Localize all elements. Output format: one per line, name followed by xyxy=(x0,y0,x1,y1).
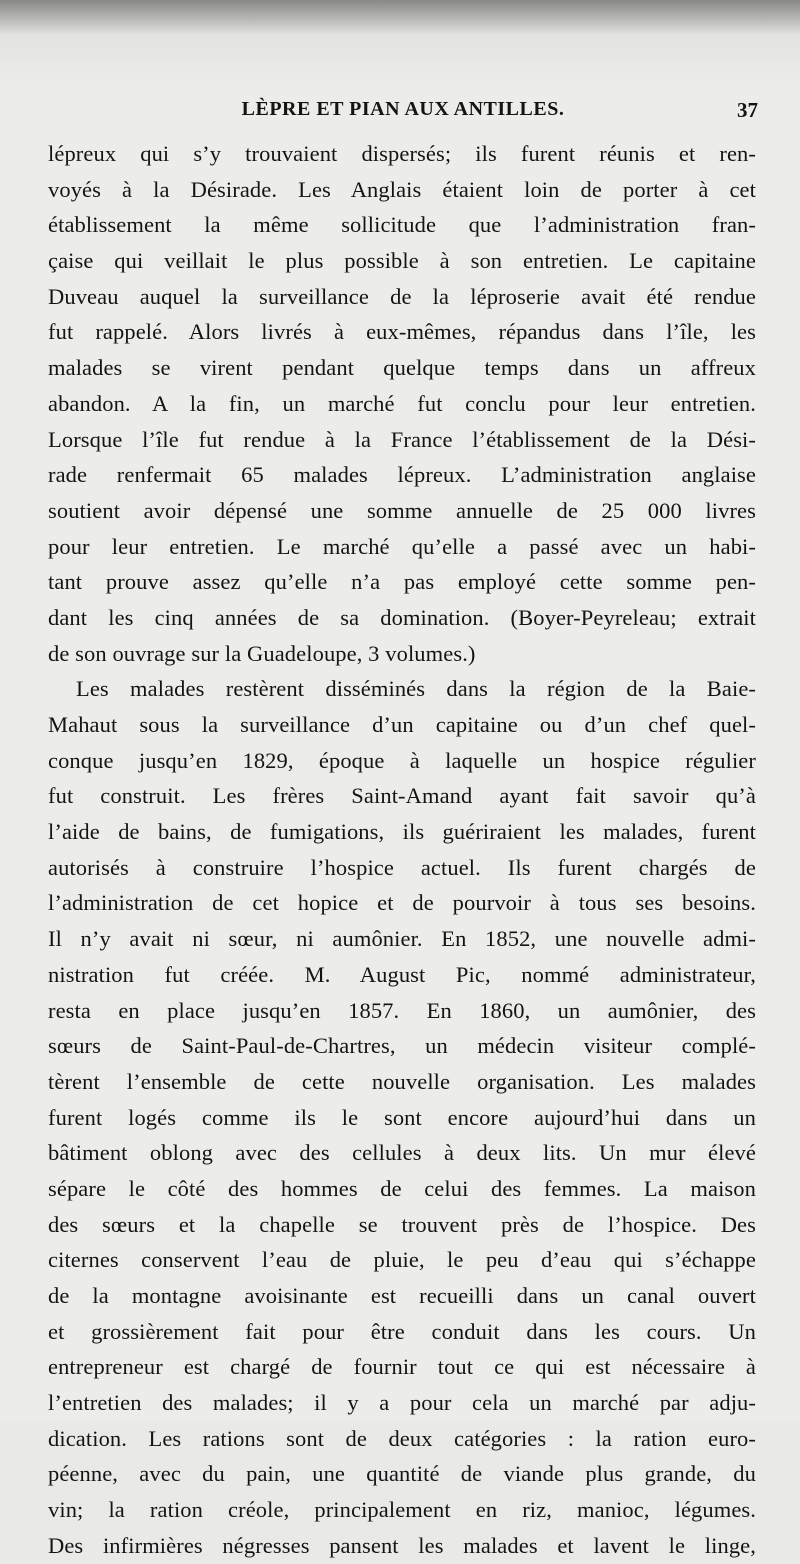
scan-edge-shadow xyxy=(0,0,800,34)
text-line: Mahaut sous la surveillance d’un capitaine ou d’un chef quel- xyxy=(48,712,756,737)
text-line: malades se virent pendant quelque temps dans un affreux xyxy=(48,355,756,381)
text-line: Des infirmières négresses pansent les malades et lavent le linge, xyxy=(48,1532,756,1558)
paragraph-start-line: Les malades restèrent disséminés dans la région de la Baie- xyxy=(76,676,756,702)
text-line: conque jusqu’en 1829, époque à laquelle un hospice régulier xyxy=(48,747,756,773)
text-line: Il n’y avait ni sœur, ni aumônier. En 1852, une nouvelle admi- xyxy=(48,926,756,952)
text-line: soutient avoir dépensé une somme annuelle de 25 000 livres xyxy=(48,497,756,523)
text-line: fut construit. Les frères Saint-Amand ayant fait savoir qu’à xyxy=(48,783,756,809)
text-line: pour leur entretien. Le marché qu’elle a passé avec un habi- xyxy=(48,533,756,559)
text-line: citernes conservent l’eau de pluie, le peu d’eau qui s’échappe xyxy=(48,1247,756,1273)
text-line: autorisés à construire l’hospice actuel. Ils furent chargés de xyxy=(48,854,756,880)
text-line: tèrent l’ensemble de cette nouvelle organisation. Les malades xyxy=(48,1068,756,1094)
text-line: sœurs de Saint-Paul-de-Chartres, un médecin visiteur complé- xyxy=(48,1033,756,1059)
text-line: furent logés comme ils le sont encore aujourd’hui dans un xyxy=(48,1104,756,1130)
page-number: 37 xyxy=(737,98,758,122)
text-line: entrepreneur est chargé de fournir tout ce qui est nécessaire à xyxy=(48,1354,756,1380)
text-line: l’administration de cet hopice et de pourvoir à tous ses besoins. xyxy=(48,890,756,916)
text-line: voyés à la Désirade. Les Anglais étaient loin de porter à cet xyxy=(48,176,756,202)
text-line: péenne, avec du pain, une quantité de viande plus grande, du xyxy=(48,1461,756,1487)
text-line: resta en place jusqu’en 1857. En 1860, un aumônier, des xyxy=(48,997,756,1023)
text-line: lépreux qui s’y trouvaient dispersés; ils furent réunis et ren- xyxy=(48,141,756,166)
text-line: abandon. A la fin, un marché fut conclu pour leur entretien. xyxy=(48,390,756,416)
text-line: de la montagne avoisinante est recueilli dans un canal ouvert xyxy=(48,1283,756,1308)
text-line: dant les cinq années de sa domination. (Boyer-Peyreleau; extrait xyxy=(48,604,756,630)
text-line: et grossièrement fait pour être conduit dans les cours. Un xyxy=(48,1318,756,1344)
text-line: vin; la ration créole, principalement en riz, manioc, légumes. xyxy=(48,1497,756,1523)
text-line: l’entretien des malades; il y a pour cela un marché par adju- xyxy=(48,1390,756,1416)
text-line: l’aide de bains, de fumigations, ils guériraient les malades, furent xyxy=(48,819,756,845)
text-line: Duveau auquel la surveillance de la léproserie avait été rendue xyxy=(48,283,756,309)
text-line: bâtiment oblong avec des cellules à deux lits. Un mur élevé xyxy=(48,1140,756,1166)
running-header xyxy=(48,98,758,124)
text-line: rade renfermait 65 malades lépreux. L’administration anglaise xyxy=(48,462,756,488)
text-line: des sœurs et la chapelle se trouvent près de l’hospice. Des xyxy=(48,1211,756,1237)
text-line: sépare le côté des hommes de celui des femmes. La maison xyxy=(48,1175,756,1201)
paragraph-end-line: de son ouvrage sur la Guadeloupe, 3 volumes.) xyxy=(48,640,476,666)
text-line: établissement la même sollicitude que l’administration fran- xyxy=(48,212,756,238)
body-text xyxy=(48,136,756,1564)
text-line: dication. Les rations sont de deux catégories : la ration euro- xyxy=(48,1425,756,1451)
text-line: çaise qui veillait le plus possible à son entretien. Le capitaine xyxy=(48,248,756,274)
text-line: nistration fut créée. M. August Pic, nommé administrateur, xyxy=(48,961,756,987)
running-title: LÈPRE ET PIAN AUX ANTILLES. xyxy=(241,98,565,120)
text-line: fut rappelé. Alors livrés à eux-mêmes, répandus dans l’île, les xyxy=(48,319,756,345)
text-line: tant prouve assez qu’elle n’a pas employé cette somme pen- xyxy=(48,569,756,595)
text-line: Lorsque l’île fut rendue à la France l’établissement de la Dési- xyxy=(48,426,756,452)
